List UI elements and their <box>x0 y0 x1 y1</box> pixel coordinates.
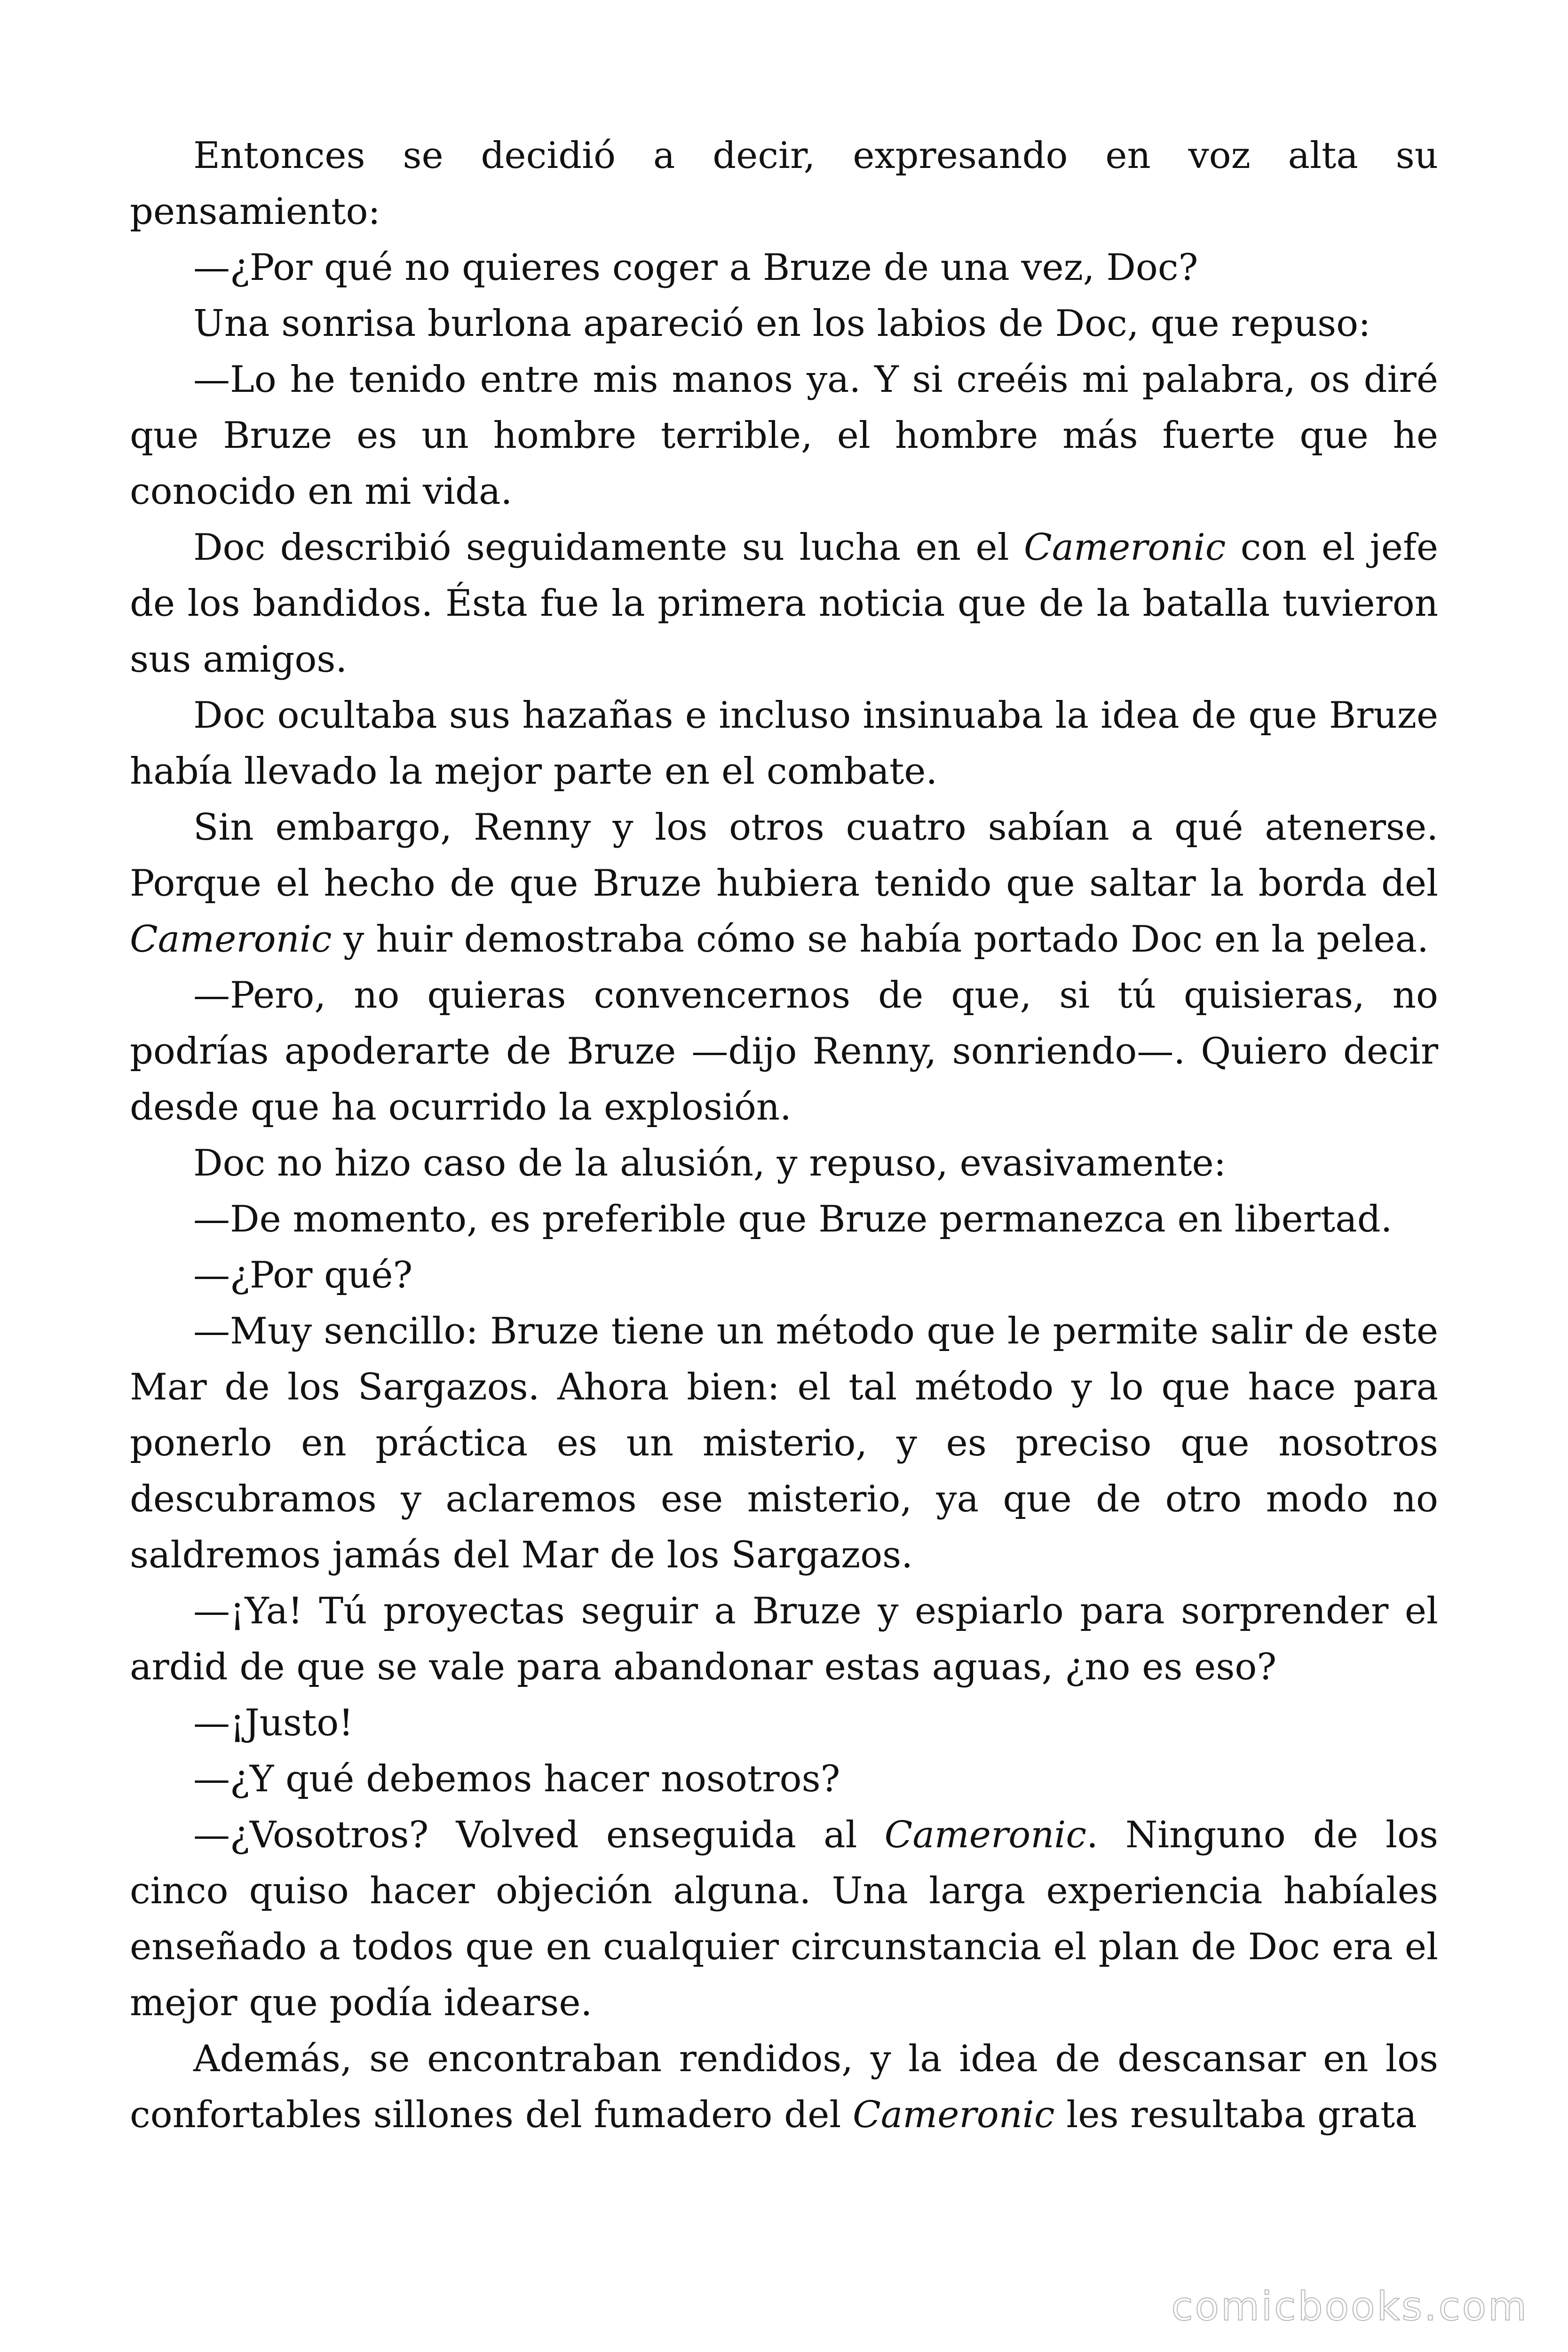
paragraph: —Muy sencillo: Bruze tiene un método que le permite salir de este Mar de los Sargazos. Ahora bien: el tal método y lo que hace para ponerlo en práctica es un misterio, y es preciso que nosotros descubramos y aclaremos ese misterio, ya que de otro modo no saldremos jamás del Mar de los Sargazos. <box>130 1310 1438 1576</box>
paragraph: —De momento, es preferible que Bruze permanezca en libertad. <box>193 1198 1393 1240</box>
paragraph: Doc ocultaba sus hazañas e incluso insinuaba la idea de que Bruze había llevado la mejor parte en el combate. <box>130 694 1438 793</box>
page-text <box>130 128 1438 2143</box>
paragraph: —¡Ya! Tú proyectas seguir a Bruze y espiarlo para sorprender el ardid de que se vale para abandonar estas aguas, ¿no es eso? <box>130 1590 1438 1688</box>
paragraph: —Lo he tenido entre mis manos ya. Y si creéis mi palabra, os diré que Bruze es un hombre terrible, el hombre más fuerte que he conocido en mi vida. <box>130 358 1438 513</box>
paragraph: Doc describió seguidamente su lucha en el Cameronic con el jefe de los bandidos. Ésta fue la primera noticia que de la batalla tuvieron sus amigos. <box>130 526 1438 681</box>
paragraph: —¿Por qué no quieres coger a Bruze de una vez, Doc? <box>193 246 1198 289</box>
paragraph: Además, se encontraban rendidos, y la idea de descansar en los confortables sillones del fumadero del Cameronic les resultaba grata <box>130 2038 1438 2136</box>
paragraph: —¡Justo! <box>193 1702 354 1744</box>
paragraph: Una sonrisa burlona apareció en los labios de Doc, que repuso: <box>193 302 1371 345</box>
paragraph: —Pero, no quieras convencernos de que, si tú quisieras, no podrías apoderarte de Bruze —dijo Renny, sonriendo—. Quiero decir desde que ha ocurrido la explosión. <box>130 974 1438 1128</box>
watermark: comicbooks.com <box>1171 2283 1528 2329</box>
paragraph: —¿Vosotros? Volved enseguida al Cameronic. Ninguno de los cinco quiso hacer objeción alguna. Una larga experiencia habíales enseñado a todos que en cualquier circunstancia el plan de Doc era el mejor que podía idearse. <box>130 1814 1439 2024</box>
paragraph: —¿Por qué? <box>193 1254 413 1296</box>
paragraph: Entonces se decidió a decir, expresando en voz alta su pensamiento: <box>130 135 1438 233</box>
paragraph: —¿Y qué debemos hacer nosotros? <box>193 1758 840 1800</box>
paragraph: Doc no hizo caso de la alusión, y repuso, evasivamente: <box>193 1142 1226 1184</box>
paragraph: Sin embargo, Renny y los otros cuatro sabían a qué atenerse. Porque el hecho de que Bruze hubiera tenido que saltar la borda del Cameronic y huir demostraba cómo se había portado Doc en la pelea. <box>130 806 1438 961</box>
